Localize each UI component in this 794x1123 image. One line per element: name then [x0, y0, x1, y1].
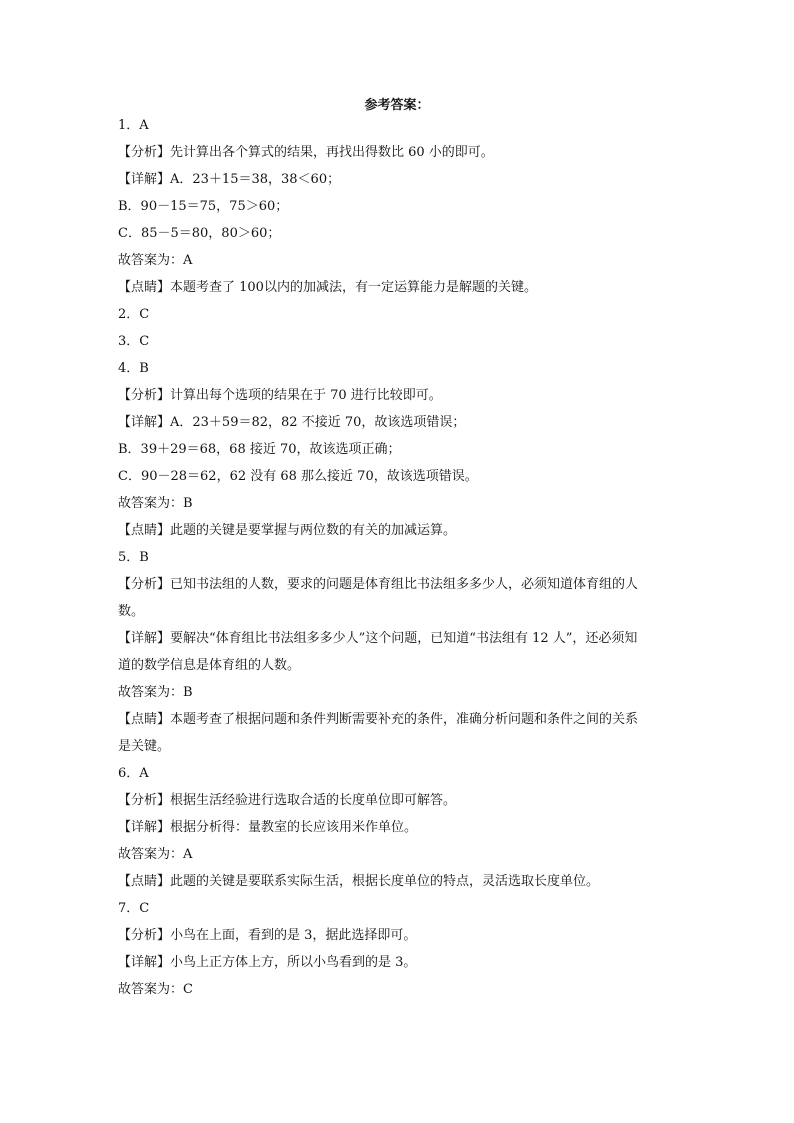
answer-content [118, 112, 678, 1003]
answer-line: B．90－15＝75，75＞60； [118, 199, 289, 214]
answer-line: 【详解】A．23＋59＝82，82 不接近 70，故该选项错误； [118, 415, 466, 430]
answer-line: 【分析】根据生活经验进行选取合适的长度单位即可解答。 [118, 793, 457, 808]
answer-line: 【详解】要解决“体育组比书法组多多少人”这个问题，已知道“书法组有 12 人”，还必须知 [118, 631, 638, 646]
answer-line: 故答案为：A [118, 847, 193, 862]
answer-line: 故答案为：C [118, 982, 193, 997]
page-title: 参考答案： [364, 98, 430, 113]
answer-line: 7．C [118, 901, 150, 916]
answer-line: 故答案为：A [118, 253, 193, 268]
answer-line: 【详解】根据分析得：量教室的长应该用米作单位。 [118, 820, 418, 835]
answer-line: 2．C [118, 307, 150, 322]
answer-line: 6．A [118, 766, 149, 781]
answer-line: 是关键。 [118, 739, 171, 754]
answer-line: 【分析】小鸟在上面，看到的是 3，据此选择即可。 [118, 928, 417, 943]
answer-line: 【分析】先计算出各个算式的结果，再找出得数比 60 小的即可。 [118, 145, 494, 160]
answer-line: 5．B [118, 550, 149, 565]
answer-line: 4．B [118, 361, 149, 376]
answer-line: 【详解】A．23＋15＝38，38＜60； [118, 172, 341, 187]
answer-line: 【点睛】此题的关键是要联系实际生活，根据长度单位的特点，灵活选取长度单位。 [118, 874, 600, 889]
answer-line: 故答案为：B [118, 685, 193, 700]
answer-line: C．90－28＝62，62 没有 68 那么接近 70，故该选项错误。 [118, 469, 478, 484]
answer-line: 3．C [118, 334, 150, 349]
answer-line: 【点睛】此题的关键是要掌握与两位数的有关的加减运算。 [118, 523, 457, 538]
answer-line: C．85－5＝80，80＞60； [118, 226, 281, 241]
answer-line: 故答案为：B [118, 496, 193, 511]
answer-line: 数。 [118, 604, 145, 619]
answer-line: 【分析】已知书法组的人数，要求的问题是体育组比书法组多多少人，必须知道体育组的人 [118, 577, 639, 592]
answer-line: 道的数学信息是体育组的人数。 [118, 658, 301, 673]
answer-line: 【点睛】本题考查了 100以内的加减法，有一定运算能力是解题的关键。 [118, 280, 537, 295]
answer-line: 【点睛】本题考查了根据问题和条件判断需要补充的条件，准确分析问题和条件之间的关系 [118, 712, 639, 727]
answer-line: 【详解】小鸟上正方体上方，所以小鸟看到的是 3。 [118, 955, 417, 970]
answer-line: 1．A [118, 118, 149, 133]
answer-line: B．39＋29＝68，68 接近 70，故该选项正确； [118, 442, 401, 457]
answer-line: 【分析】计算出每个选项的结果在于 70 进行比较即可。 [118, 388, 442, 403]
